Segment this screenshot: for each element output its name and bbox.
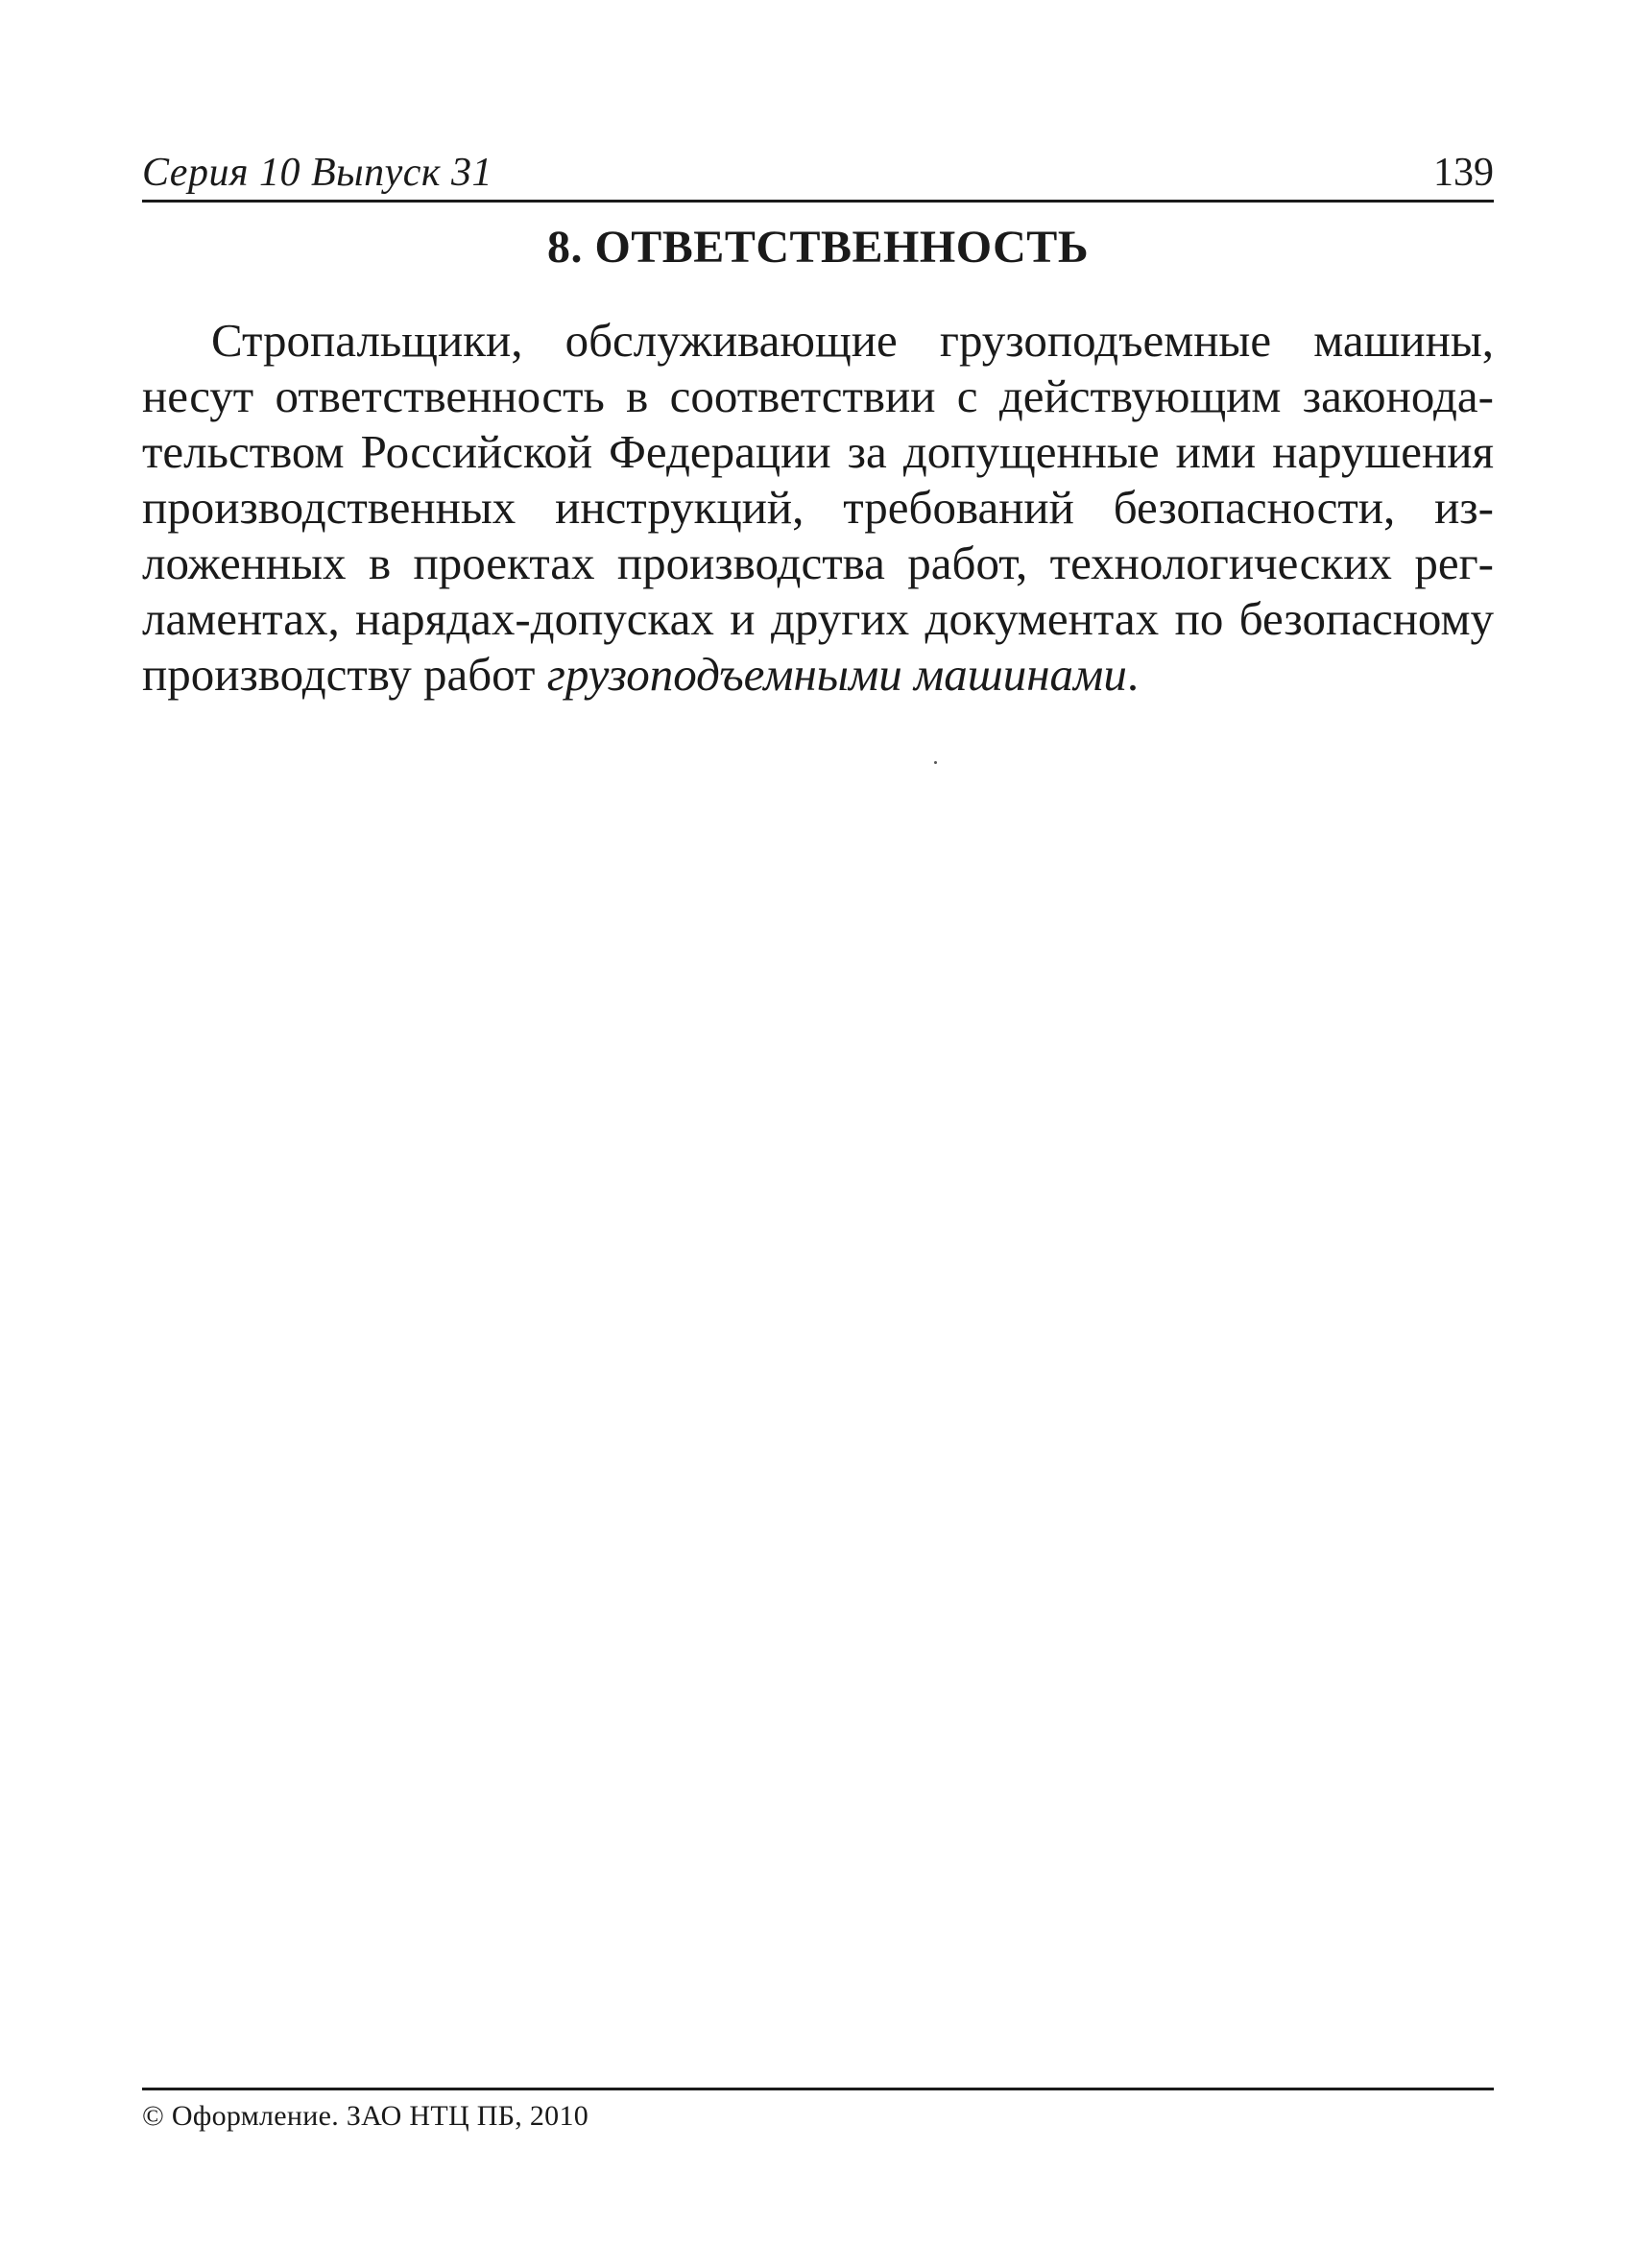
footer-copyright: © Оформление. ЗАО НТЦ ПБ, 2010 (142, 2100, 589, 2132)
paragraph-main-text: Стропальщики, обслуживающие грузоподъемные машины, несут ответственность в соответствии с действующим законодательством Российской Федерации за допущенные ими нарушения производственных инструкций, требований безопасности, изложенных в проектах производства работ, технологических регламентах, нарядах-допусках и других документах по безопасному производству работ (142, 314, 1494, 701)
running-header (142, 144, 1494, 203)
body-paragraph (142, 313, 1494, 703)
scan-speck (934, 761, 937, 764)
section-title: 8. ОТВЕТСТВЕННОСТЬ (546, 222, 1090, 273)
paragraph-end-text: . (1126, 648, 1140, 701)
paragraph-emphasis-text: грузоподъемными машинами (546, 648, 1127, 701)
page-number: 139 (1433, 151, 1494, 195)
footer-divider (142, 2088, 1494, 2090)
series-label: Серия 10 Выпуск 31 (142, 151, 492, 195)
